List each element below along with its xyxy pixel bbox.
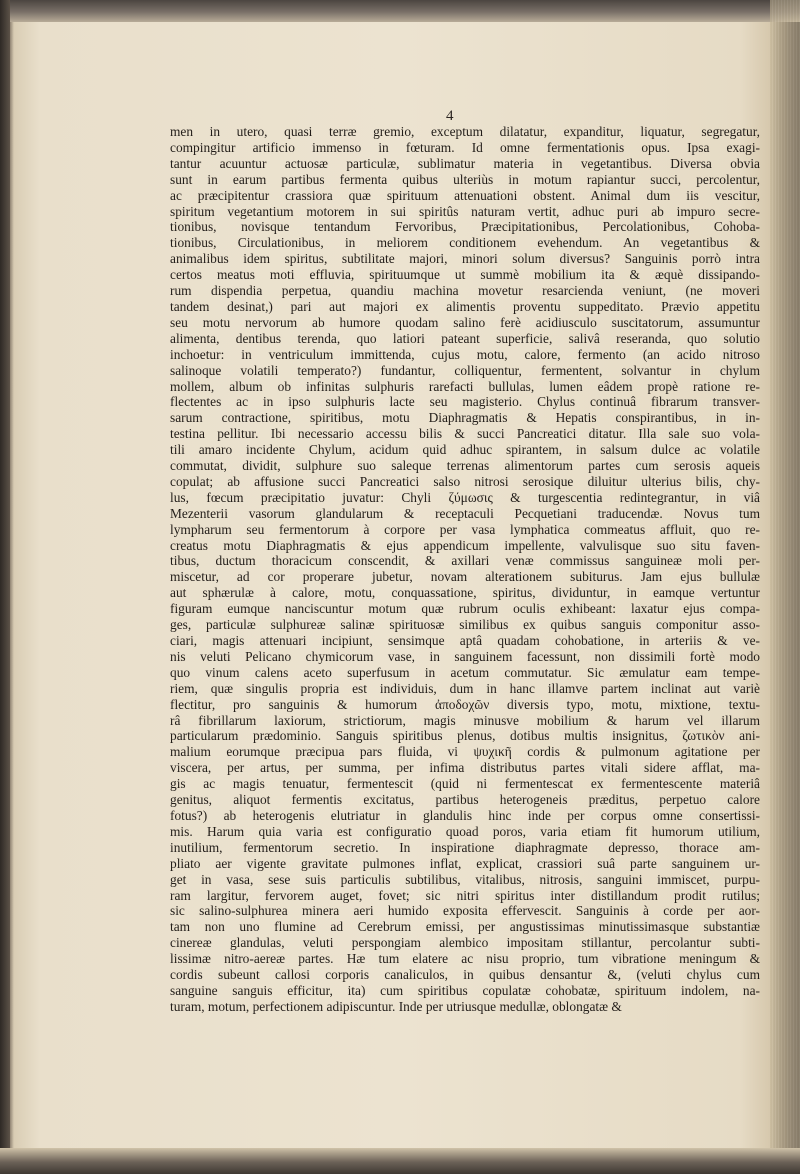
text-line: particularum prædominio. Sanguis spiritibus plenus, dotibus multis insignitus, ζωτικὸν ani- bbox=[170, 728, 760, 744]
text-line: sarum contractione, spiritibus, motu Diaphragmatis & Hepatis conspirantibus, in in- bbox=[170, 410, 760, 426]
text-line: seu motu nervorum ab humore quodam salino ferè acidiusculo suscitatorum, assumuntur bbox=[170, 314, 760, 330]
text-line: testina pellitur. Ibi necessario accessu bilis & succi Pancreatici ditatur. Illa sale suo vola- bbox=[170, 426, 760, 442]
text-line: râ fibrillarum laxiorum, strictiorum, magis minusve mobilium & harum vel illarum bbox=[170, 712, 760, 728]
text-line: quo vinum calens aceto superfusum in acetum commutatur. Sic æmulatur eam tempe- bbox=[170, 664, 760, 680]
text-line: viscera, per artus, per summa, per infima distributus partes vitali sidere afflat, ma- bbox=[170, 760, 760, 776]
text-line: lissimæ nitro-aereæ partes. Hæ tum elatere ac nisu proprio, tum vibratione meningum & bbox=[170, 951, 760, 967]
text-line: ram largitur, fervorem auget, fovet; sic nitri spiritus inter distillandum prodit rutilus; bbox=[170, 887, 760, 903]
text-line: animalibus idem spiritus, subtilitate majori, minori solum diversus? Sanguinis porrò intra bbox=[170, 251, 760, 267]
text-line: compingitur artificio immenso in fœturam. Id omne fermentationis opus. Ipsa exagi- bbox=[170, 139, 760, 155]
text-line: men in utero, quasi terræ gremio, exceptum dilatatur, expanditur, liquatur, segregatur, bbox=[170, 124, 760, 139]
text-line: tionibus, novisque tentandum Fervoribus, Præcipitationibus, Percolationibus, Cohoba- bbox=[170, 219, 760, 235]
text-line: alimenta, dentibus terenda, quo latiori pateant superficie, salivâ reseranda, quo solutio bbox=[170, 330, 760, 346]
binding-edge bbox=[0, 0, 10, 1174]
page-number: 4 bbox=[446, 108, 454, 124]
body-text bbox=[170, 124, 760, 1015]
page-stack-edge bbox=[770, 0, 800, 1174]
text-line: genitus, aliquot fermentis excitatus, partibus heterogeneis præditus, perpetuo calore bbox=[170, 792, 760, 808]
text-line: riem, quæ singulis propria est individuis, dum in hanc illamve partem inclinat aut variè bbox=[170, 680, 760, 696]
text-line: get in vasa, sese suis particulis subtilibus, vitalibus, nitrosis, sanguini immiscet, purpu- bbox=[170, 871, 760, 887]
text-line: aut sphærulæ à calore, motu, conquassatione, spiritus, dividuntur, in eamque vertuntur bbox=[170, 585, 760, 601]
text-line: lus, fœcum præcipitatio juvatur: Chyli ζύμωσις & turgescentia redintegrantur, in viâ bbox=[170, 489, 760, 505]
text-line: mollem, album ob infinitas sulphuris rarefacti bullulas, lumen eâdem propè ratione re- bbox=[170, 378, 760, 394]
text-line: gis ac magis tenuatur, fermentescit (quid ni fermentescat ex fermentescente materiâ bbox=[170, 776, 760, 792]
text-line: tandem desinat,) pari aut majori ex alimentis proventu suppeditato. Prævio appetitu bbox=[170, 298, 760, 314]
text-line: inutilium, fermentorum secretio. In inspiratione diaphragmate depresso, thorace am- bbox=[170, 839, 760, 855]
text-line: sic salino-sulphurea minera aeri humido exposita effervescit. Sanguinis à corde per aor- bbox=[170, 903, 760, 919]
text-line: rum dispendia perpetua, quandiu machina movetur resarcienda veniunt, (ne moveri bbox=[170, 283, 760, 299]
text-line: certos meatus moti effluvia, spirituumque ut summè mobilium ita & æquè dissipando- bbox=[170, 267, 760, 283]
text-line: ges, particulæ sulphureæ salinæ spirituosæ similibus ex quibus sanguis componitur asso- bbox=[170, 617, 760, 633]
text-line: miscetur, ad cor properare jubetur, novam alterationem subiturus. Jam ejus bullulæ bbox=[170, 569, 760, 585]
text-line: flectitur, pro sanguinis & humorum ἀποδοχῶν diversis typo, motu, mixtione, textu- bbox=[170, 696, 760, 712]
text-line: fotus?) ab heterogenis elutriatur in glandulis hinc inde per corpus omne consertissi- bbox=[170, 807, 760, 823]
text-line: turam, motum, perfectionem adipiscuntur. Inde per utriusque medullæ, oblongatæ & bbox=[170, 998, 622, 1014]
text-line: pliato aer vigente gravitate pulmones inflat, explicat, crassiori suâ parte sanguinem ur- bbox=[170, 855, 760, 871]
text-line: mis. Harum quia varia est configuratio quoad poros, varia etiam fit humorum utilium, bbox=[170, 823, 760, 839]
text-line: inchoetur: in ventriculum immittenda, cujus motu, calore, fermento (an acido nitroso bbox=[170, 346, 760, 362]
text-line: tibus, ductum thoracicum conscendit, & axillari venæ commissus sanguineæ moli per- bbox=[170, 553, 760, 569]
text-line: sunt in earum partibus fermenta quibus ulteriùs in motum rapiantur succi, percolentur, bbox=[170, 171, 760, 187]
text-line: spiritum vegetantium motorem in sui spiritûs naturam vertit, adhuc puri ab impuro secre- bbox=[170, 203, 760, 219]
text-line: tili amaro incidente Chylum, acidum quid adhuc spirantem, in salsum dulce ac volatile bbox=[170, 442, 760, 458]
text-line: cinereæ glandulas, veluti perspongiam alembico impositam stillantur, percolantur subti- bbox=[170, 935, 760, 951]
text-line: commutat, dividit, sulphure suo saleque terrenas alimentorum partes cum serosis aqueis bbox=[170, 458, 760, 474]
text-line: nis veluti Pelicano chymicorum vase, in sanguinem facessunt, non dissimili fortè modo bbox=[170, 648, 760, 664]
text-line: flectentes ac in ipso sulphuris lacte seu magisterio. Chylus continuâ fibrarum transver- bbox=[170, 394, 760, 410]
text-line: copulat; ab affusione succi Pancreatici salso nitrosi serosique diluitur ulterius bilis, chy- bbox=[170, 473, 760, 489]
text-line: malium eorumque præcipua pars fluida, vi ψυχικῆ cordis & pulmonum agitatione per bbox=[170, 744, 760, 760]
text-line: salinoque volatili temperato?) fundantur, colliquentur, fermentent, solvantur in chylum bbox=[170, 362, 760, 378]
text-line: cordis subeunt callosi corporis canaliculos, in quibus densantur &, (veluti chylus cum bbox=[170, 967, 760, 983]
text-line: figuram eumque nanciscuntur motum quæ rubrum oculis exhibeant: laxatur ejus compa- bbox=[170, 601, 760, 617]
text-line: Mezenterii vasorum glandularum & receptaculi Pecquetiani traducendæ. Novus tum bbox=[170, 505, 760, 521]
text-line: tam non uno flumine ad Cerebrum emissi, per angustissimas minutissimasque substantiæ bbox=[170, 919, 760, 935]
page-bottom-shadow bbox=[0, 1148, 800, 1174]
text-line: tionibus, Circulationibus, in meliorem conditionem evehendum. An vegetantibus & bbox=[170, 235, 760, 251]
text-line: sanguine sanguis efficitur, ita) cum spiritibus copulatæ cohobatæ, spirituum indolem, na- bbox=[170, 982, 760, 998]
text-line: creatus motu Diaphragmatis & ejus appendicum impellente, valvulisque suo situ faven- bbox=[170, 537, 760, 553]
text-line: tantur acuuntur actuosæ particulæ, sublimatur materia in vegetantibus. Diversa obvia bbox=[170, 155, 760, 171]
text-line: lympharum seu fermentorum à corpore per vasa lymphatica commeatus affluit, quo re- bbox=[170, 521, 760, 537]
page-top-shadow bbox=[0, 0, 800, 22]
text-line: ac præcipitentur crassiora quæ spirituum attenuationi obstent. Animal dum iis vescitur, bbox=[170, 187, 760, 203]
text-line: ciari, magis attenuari incipiunt, sensimque aptâ quadam cohobatione, in arteriis & ve- bbox=[170, 633, 760, 648]
